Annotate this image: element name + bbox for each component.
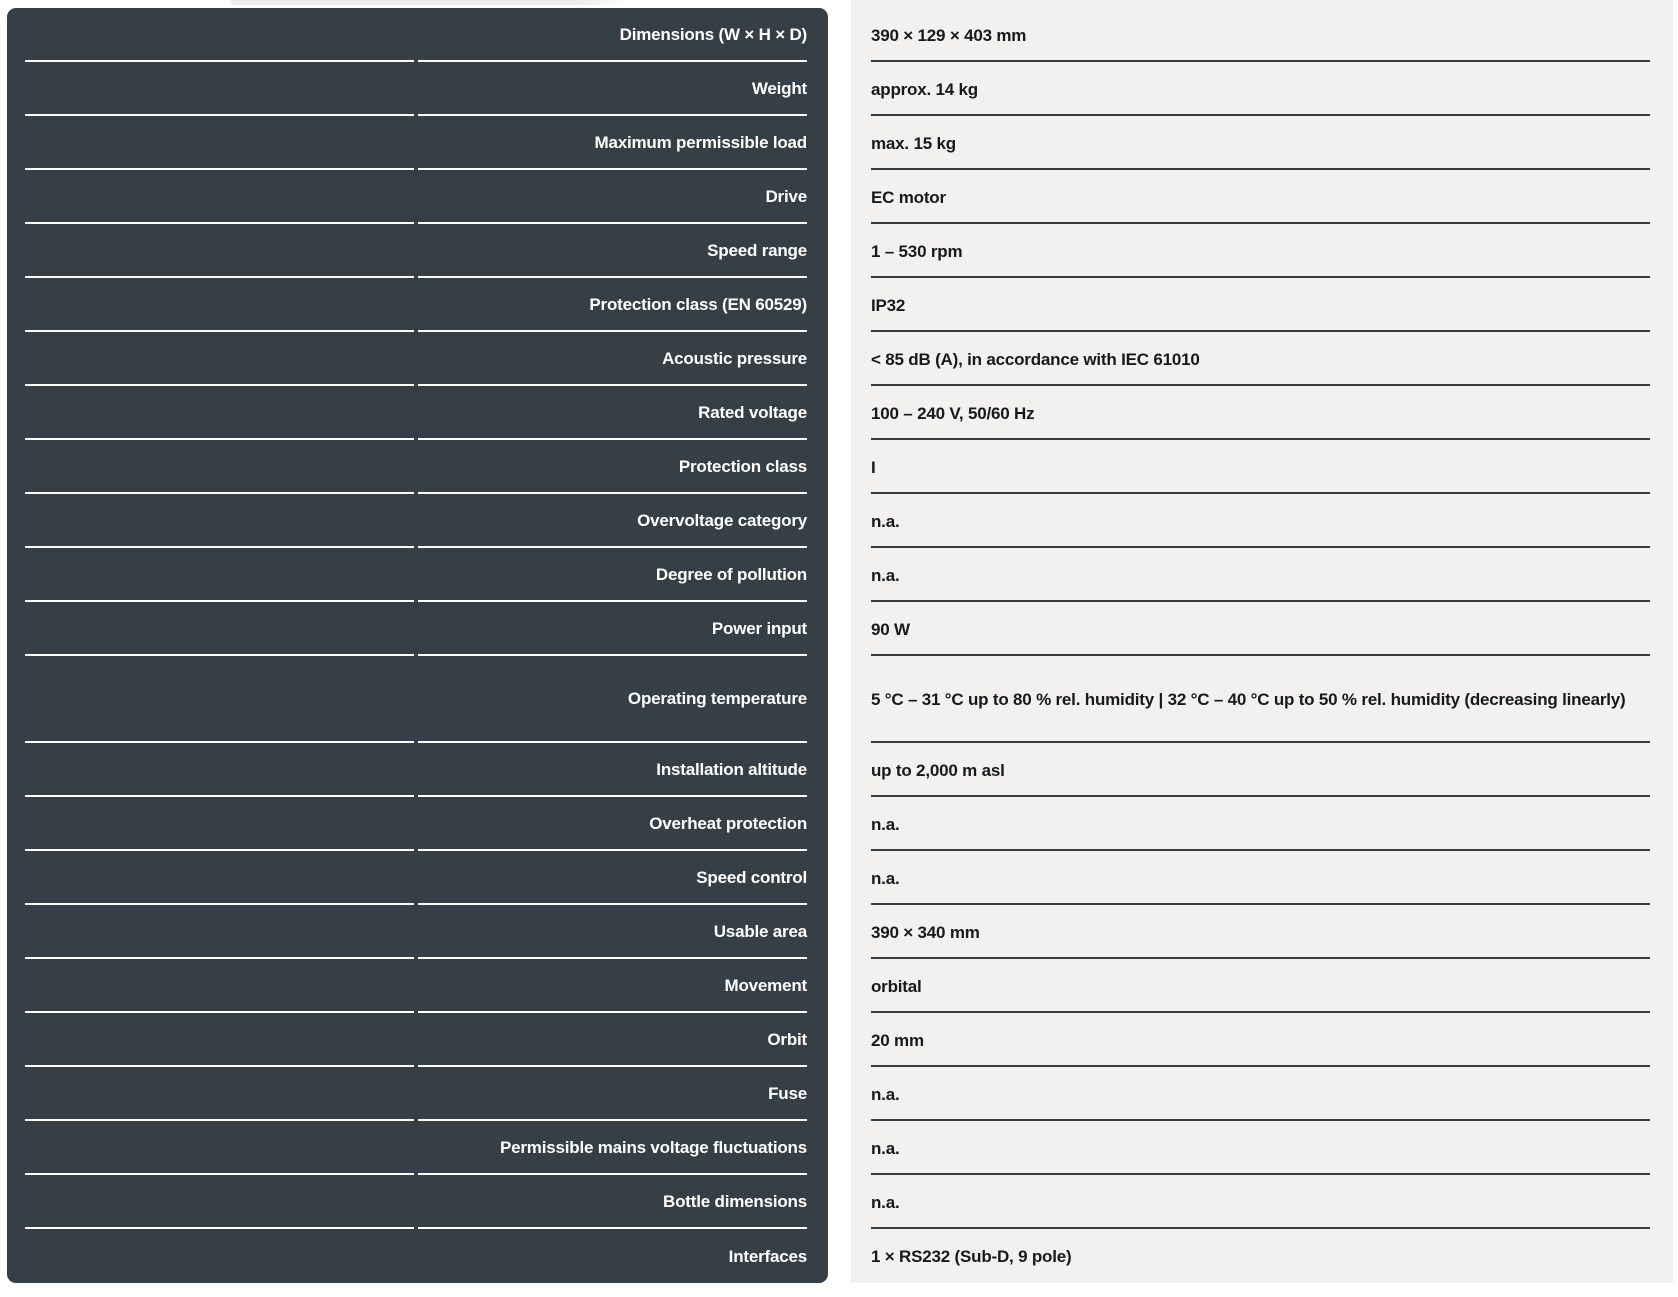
spec-value: n.a. [871,1138,900,1158]
spec-label-row [7,743,828,797]
label-row-spacer-cell [25,1013,414,1067]
spec-label: Movement [418,959,807,1013]
spec-value: 90 W [871,619,910,639]
spec-value-row [851,1175,1673,1229]
spec-label: Overvoltage category [418,494,807,548]
spec-value: 5 °C – 31 °C up to 80 % rel. humidity | 32 °C – 40 °C up to 50 % rel. humidity (decreasing linearly) [871,690,1626,709]
spec-value: IP32 [871,295,906,315]
spec-value: n.a. [871,814,900,834]
spec-label-row [7,8,828,62]
spec-label-row [7,548,828,602]
spec-label: Permissible mains voltage fluctuations [418,1121,807,1175]
spec-label: Operating temperature [418,656,807,743]
label-row-spacer-cell [25,332,414,386]
spec-label-row [7,494,828,548]
spec-label-row [7,440,828,494]
spec-label: Dimensions (W × H × D) [418,8,807,62]
label-row-spacer-cell [25,851,414,905]
spec-label: Degree of pollution [418,548,807,602]
spec-value: 100 – 240 V, 50/60 Hz [871,403,1035,423]
spec-value: EC motor [871,187,946,207]
spec-value-row [851,224,1673,278]
spec-label-row [7,224,828,278]
label-row-spacer-cell [25,1121,414,1175]
spec-label: Overheat protection [418,797,807,851]
spec-label: Installation altitude [418,743,807,797]
spec-value-row [851,62,1673,116]
label-row-spacer-cell [25,1067,414,1121]
label-row-spacer-cell [25,905,414,959]
spec-value-row [851,851,1673,905]
spec-label-row [7,905,828,959]
spec-value-row [851,278,1673,332]
spec-value-row [851,116,1673,170]
spec-label: Protection class [418,440,807,494]
spec-label-row [7,656,828,743]
spec-label: Speed range [418,224,807,278]
spec-label-row [7,386,828,440]
label-row-spacer-cell [25,743,414,797]
label-row-spacer-cell [25,656,414,743]
spec-label-row [7,797,828,851]
spec-label: Fuse [418,1067,807,1121]
label-row-spacer-cell [25,62,414,116]
spec-value-row [851,332,1673,386]
spec-value: n.a. [871,565,900,585]
spec-value-row [851,440,1673,494]
spec-value: 1 – 530 rpm [871,241,963,261]
spec-label: Usable area [418,905,807,959]
spec-value-row [851,602,1673,656]
spec-value: n.a. [871,1084,900,1104]
spec-value: n.a. [871,868,900,888]
label-row-spacer-cell [25,224,414,278]
spec-label: Power input [418,602,807,656]
label-row-spacer-cell [25,1175,414,1229]
label-row-spacer-cell [25,602,414,656]
spec-value-row [851,1013,1673,1067]
spec-label: Rated voltage [418,386,807,440]
spec-label: Drive [418,170,807,224]
spec-label: Interfaces [728,1246,807,1266]
spec-label: Orbit [418,1013,807,1067]
top-edge-artifact [230,0,630,5]
label-row-spacer-cell [25,116,414,170]
label-row-spacer-cell [25,797,414,851]
label-row-spacer-cell [25,440,414,494]
spec-value: max. 15 kg [871,133,956,153]
spec-value-row [851,1121,1673,1175]
label-row-spacer-cell [25,1229,414,1283]
spec-value-row [851,656,1673,743]
spec-label: Acoustic pressure [418,332,807,386]
label-row-spacer-cell [25,170,414,224]
spec-value-row [851,494,1673,548]
spec-value: orbital [871,976,922,996]
spec-value-row [851,1229,1673,1283]
spec-label: Maximum permissible load [418,116,807,170]
label-row-spacer-cell [25,959,414,1013]
spec-value: up to 2,000 m asl [871,760,1005,780]
spec-label: Bottle dimensions [418,1175,807,1229]
spec-label-row [7,116,828,170]
label-row-spacer-cell [25,386,414,440]
label-row-spacer-cell [25,278,414,332]
spec-label-row [7,278,828,332]
spec-value: 1 × RS232 (Sub-D, 9 pole) [871,1246,1072,1266]
spec-label-row [7,62,828,116]
label-row-spacer-cell [25,548,414,602]
spec-label-row [7,170,828,224]
spec-value: 390 × 129 × 403 mm [871,25,1027,45]
spec-label-row [7,1121,828,1175]
spec-label: Protection class (EN 60529) [418,278,807,332]
spec-label-row [7,602,828,656]
spec-label-row [7,1067,828,1121]
spec-value-row [851,1067,1673,1121]
spec-values-panel [851,0,1673,1283]
spec-value-row [851,905,1673,959]
spec-value: approx. 14 kg [871,79,978,99]
spec-value-row [851,170,1673,224]
spec-label-row [7,959,828,1013]
label-row-spacer-cell [25,494,414,548]
spec-labels-panel [7,8,828,1283]
spec-value: I [871,457,876,477]
spec-label-row [7,332,828,386]
spec-label-row [7,1175,828,1229]
label-row-spacer-cell [25,8,414,62]
spec-value: n.a. [871,511,900,531]
spec-value: 20 mm [871,1030,924,1050]
spec-label-row [7,851,828,905]
spec-value-row [851,386,1673,440]
spec-value: 390 × 340 mm [871,922,980,942]
spec-label: Weight [418,62,807,116]
spec-label: Speed control [418,851,807,905]
spec-value-row [851,797,1673,851]
spec-value: < 85 dB (A), in accordance with IEC 61010 [871,349,1200,369]
spec-value-row [851,548,1673,602]
spec-value-row [851,959,1673,1013]
spec-value-row [851,743,1673,797]
spec-value: n.a. [871,1192,900,1212]
spec-label-row [7,1013,828,1067]
spec-value-row [851,8,1673,62]
spec-label-row [7,1229,828,1283]
